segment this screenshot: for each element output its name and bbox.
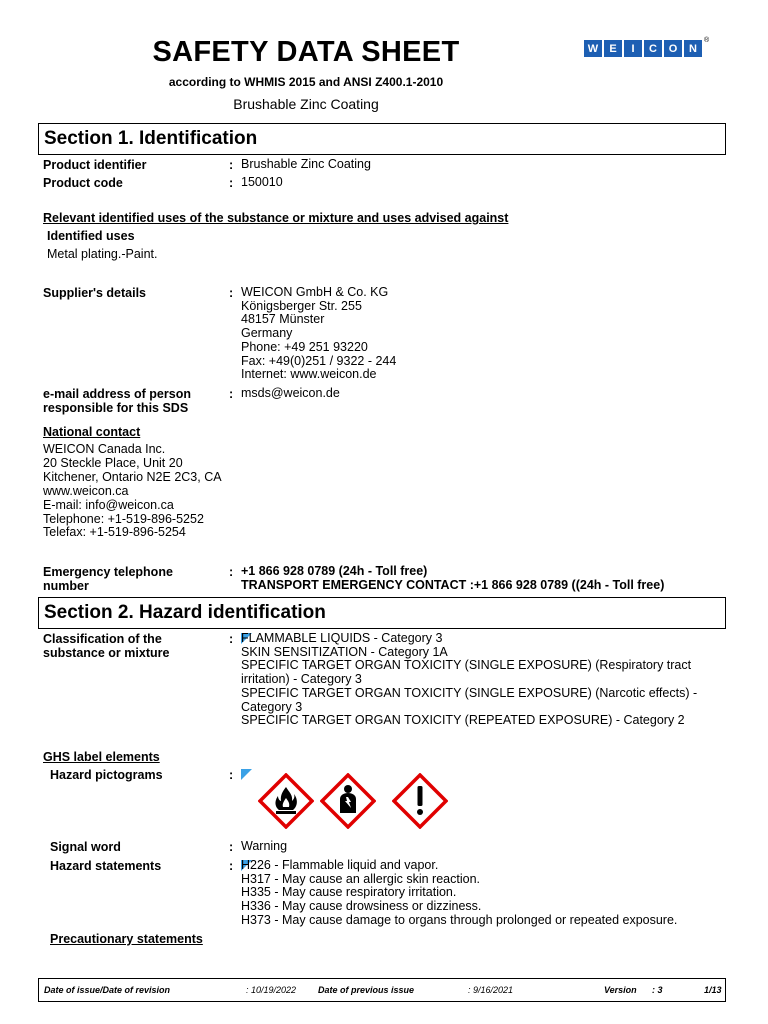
emergency-label-line: number [43, 579, 89, 593]
signal-word-label: Signal word [50, 840, 121, 854]
footer-date-label: Date of issue/Date of revision [44, 985, 171, 995]
signal-word-value: Warning [241, 839, 288, 853]
email-value: msds@weicon.de [241, 386, 340, 400]
footer-prev-label: Date of previous issue [318, 985, 415, 995]
classification-label [43, 632, 169, 660]
section-2-heading: Section 2. Hazard identification [38, 597, 726, 629]
national-contact-line: Telephone: +1-519-896-5252 [43, 511, 204, 526]
footer-date-value: : 10/19/2022 [246, 985, 297, 995]
logo-letter: I [624, 40, 642, 57]
hazard-statement: H317 - May cause an allergic skin reaction. [241, 871, 481, 886]
hazard-statements-label: Hazard statements [50, 859, 162, 873]
colon: : [229, 632, 234, 646]
document-subtitle: according to WHMIS 2015 and ANSI Z400.1-2010 [168, 75, 444, 89]
flame-pictogram-icon [258, 773, 314, 829]
exclamation-pictogram-icon [392, 773, 448, 829]
classification-line: FLAMMABLE LIQUIDS - Category 3 [241, 631, 443, 645]
product-code-label: Product code [43, 176, 123, 190]
emergency-line: +1 866 928 0789 (24h - Toll free) [241, 564, 428, 578]
footer-version-value: : 3 [652, 985, 663, 995]
supplier-label: Supplier's details [43, 286, 147, 300]
national-contact-line: 20 Steckle Place, Unit 20 [43, 455, 183, 470]
logo-letter: E [604, 40, 622, 57]
identified-uses-label: Identified uses [47, 229, 135, 243]
hazard-statement: H373 - May cause damage to organs through prolonged or repeated exposure. [241, 912, 678, 927]
supplier-line: Phone: +49 251 93220 [241, 339, 368, 354]
colon: : [229, 859, 234, 873]
product-identifier-label: Product identifier [43, 158, 147, 172]
hazard-statement: H336 - May cause drowsiness or dizziness. [241, 899, 482, 914]
supplier-line: Germany [241, 326, 293, 341]
classification-line: Category 3 [241, 699, 303, 714]
email-label-line: responsible for this SDS [43, 401, 189, 415]
colon: : [229, 286, 234, 300]
national-contact-line: www.weicon.ca [43, 483, 129, 498]
colon: : [229, 158, 234, 172]
footer-page-number: 1/13 [704, 985, 722, 995]
emergency-label-line: Emergency telephone [43, 565, 173, 579]
colon: : [229, 840, 234, 854]
hazard-statement: H335 - May cause respiratory irritation. [241, 885, 457, 900]
health-hazard-pictogram-icon [320, 773, 376, 829]
supplier-details [241, 286, 396, 382]
colon: : [229, 768, 234, 782]
supplier-line: 48157 Münster [241, 312, 325, 327]
classification-line: SPECIFIC TARGET ORGAN TOXICITY (SINGLE EXPOSURE) (Narcotic effects) - [241, 685, 698, 700]
supplier-line: Fax: +49(0)251 / 9322 - 244 [241, 353, 397, 368]
national-contact-line: E-mail: info@weicon.ca [43, 497, 174, 512]
colon: : [229, 387, 234, 401]
national-contact-line: Telefax: +1-519-896-5254 [43, 525, 186, 540]
hazard-statement: H226 - Flammable liquid and vapor. [241, 858, 439, 872]
emergency-label [43, 565, 173, 593]
flag-icon [241, 769, 252, 780]
logo-letter: N [684, 40, 702, 57]
relevant-uses-heading: Relevant identified uses of the substance or mixture and uses advised against [43, 211, 509, 225]
classification-label-line: substance or mixture [43, 646, 170, 660]
classification-line: SKIN SENSITIZATION - Category 1A [241, 644, 448, 659]
classification-line: SPECIFIC TARGET ORGAN TOXICITY (SINGLE EXPOSURE) (Respiratory tract [241, 658, 692, 673]
national-contact-heading: National contact [43, 425, 141, 439]
classification-list [241, 632, 697, 728]
product-identifier-value: Brushable Zinc Coating [241, 157, 371, 171]
national-contact-details [43, 443, 222, 540]
product-name-header: Brushable Zinc Coating [233, 96, 379, 112]
registered-mark: ® [704, 37, 710, 44]
supplier-line: WEICON GmbH & Co. KG [241, 285, 389, 299]
supplier-line: Königsberger Str. 255 [241, 298, 362, 313]
supplier-line: Internet: www.weicon.de [241, 367, 377, 382]
identified-uses-value: Metal plating.-Paint. [47, 247, 158, 261]
classification-line: SPECIFIC TARGET ORGAN TOXICITY (REPEATED EXPOSURE) - Category 2 [241, 713, 685, 728]
colon: : [229, 565, 234, 579]
weicon-logo [584, 40, 702, 57]
precautionary-heading: Precautionary statements [50, 932, 203, 946]
emergency-line: TRANSPORT EMERGENCY CONTACT :+1 866 928 0789 ((24h - Toll free) [241, 577, 665, 592]
product-code-value: 150010 [241, 175, 283, 189]
logo-letter: O [664, 40, 682, 57]
national-contact-line: Kitchener, Ontario N2E 2C3, CA [43, 469, 222, 484]
ghs-heading: GHS label elements [43, 750, 160, 764]
email-label-line: e-mail address of person [43, 387, 191, 401]
emergency-value [241, 565, 664, 592]
national-contact-line: WEICON Canada Inc. [43, 442, 166, 456]
footer-version-label: Version [604, 985, 637, 995]
classification-label-line: Classification of the [43, 632, 162, 646]
logo-letter: C [644, 40, 662, 57]
document-title: SAFETY DATA SHEET [152, 36, 460, 68]
classification-line: irritation) - Category 3 [241, 672, 362, 687]
hazard-statements-list [241, 859, 677, 928]
section-1-heading: Section 1. Identification [38, 123, 726, 155]
footer-prev-value: : 9/16/2021 [468, 985, 514, 995]
colon: : [229, 176, 234, 190]
logo-letter: W [584, 40, 602, 57]
email-label [43, 387, 191, 415]
pictograms-label: Hazard pictograms [50, 768, 163, 782]
